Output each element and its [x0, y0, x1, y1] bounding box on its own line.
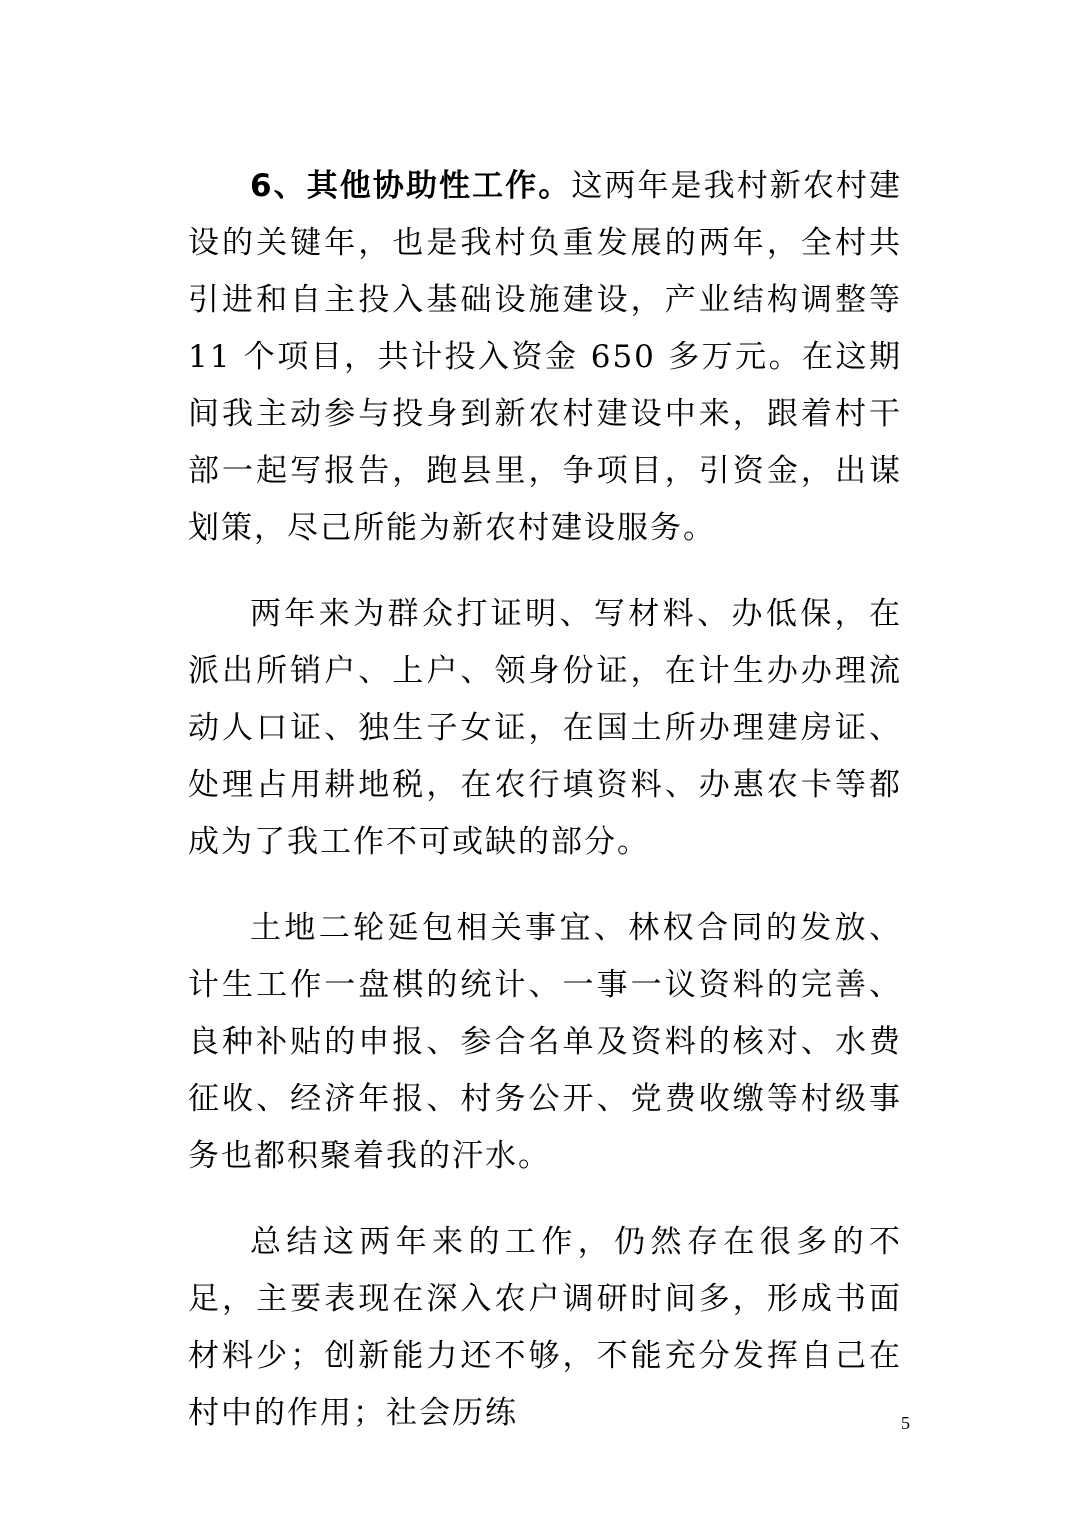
- section-heading: 6、其他协助性工作。: [250, 168, 572, 204]
- paragraph-text: 两年来为群众打证明、写材料、办低保，在派出所销户、上户、领身份证，在计生办办理流动人口证、独生子女证，在国土所办理建房证、处理占用耕地税，在农行填资料、办惠农卡等都成为了我工作不可或缺的部分。: [188, 596, 902, 860]
- paragraph-text: 总结这两年来的工作，仍然存在很多的不足，主要表现在深入农户调研时间多，形成书面材料少；创新能力还不够，不能充分发挥自己在村中的作用；社会历练: [188, 1224, 902, 1431]
- page-number: 5: [901, 1413, 910, 1433]
- body-text: [188, 158, 902, 1442]
- paragraph-other-assistance: [188, 158, 902, 557]
- paragraph-text: 土地二轮延包相关事宜、林权合同的发放、计生工作一盘棋的统计、一事一议资料的完善、良种补贴的申报、参合名单及资料的核对、水费征收、经济年报、村务公开、党费收缴等村级事务也都积聚着我的汗水。: [188, 910, 902, 1174]
- paragraph-text: 这两年是我村新农村建设的关键年，也是我村负重发展的两年，全村共引进和自主投入基础设施建设，产业结构调整等 11 个项目，共计投入资金 650 多万元。在这期间我主动参与投身到新农村建设中来，跟着村干部一起写报告，跑县里，争项目，引资金，出谋划策，尽己所能为新农村建设服务。: [188, 168, 903, 546]
- paragraph-summary: [188, 1214, 902, 1442]
- paragraph-services: [188, 586, 902, 871]
- paragraph-village-affairs: [188, 900, 902, 1185]
